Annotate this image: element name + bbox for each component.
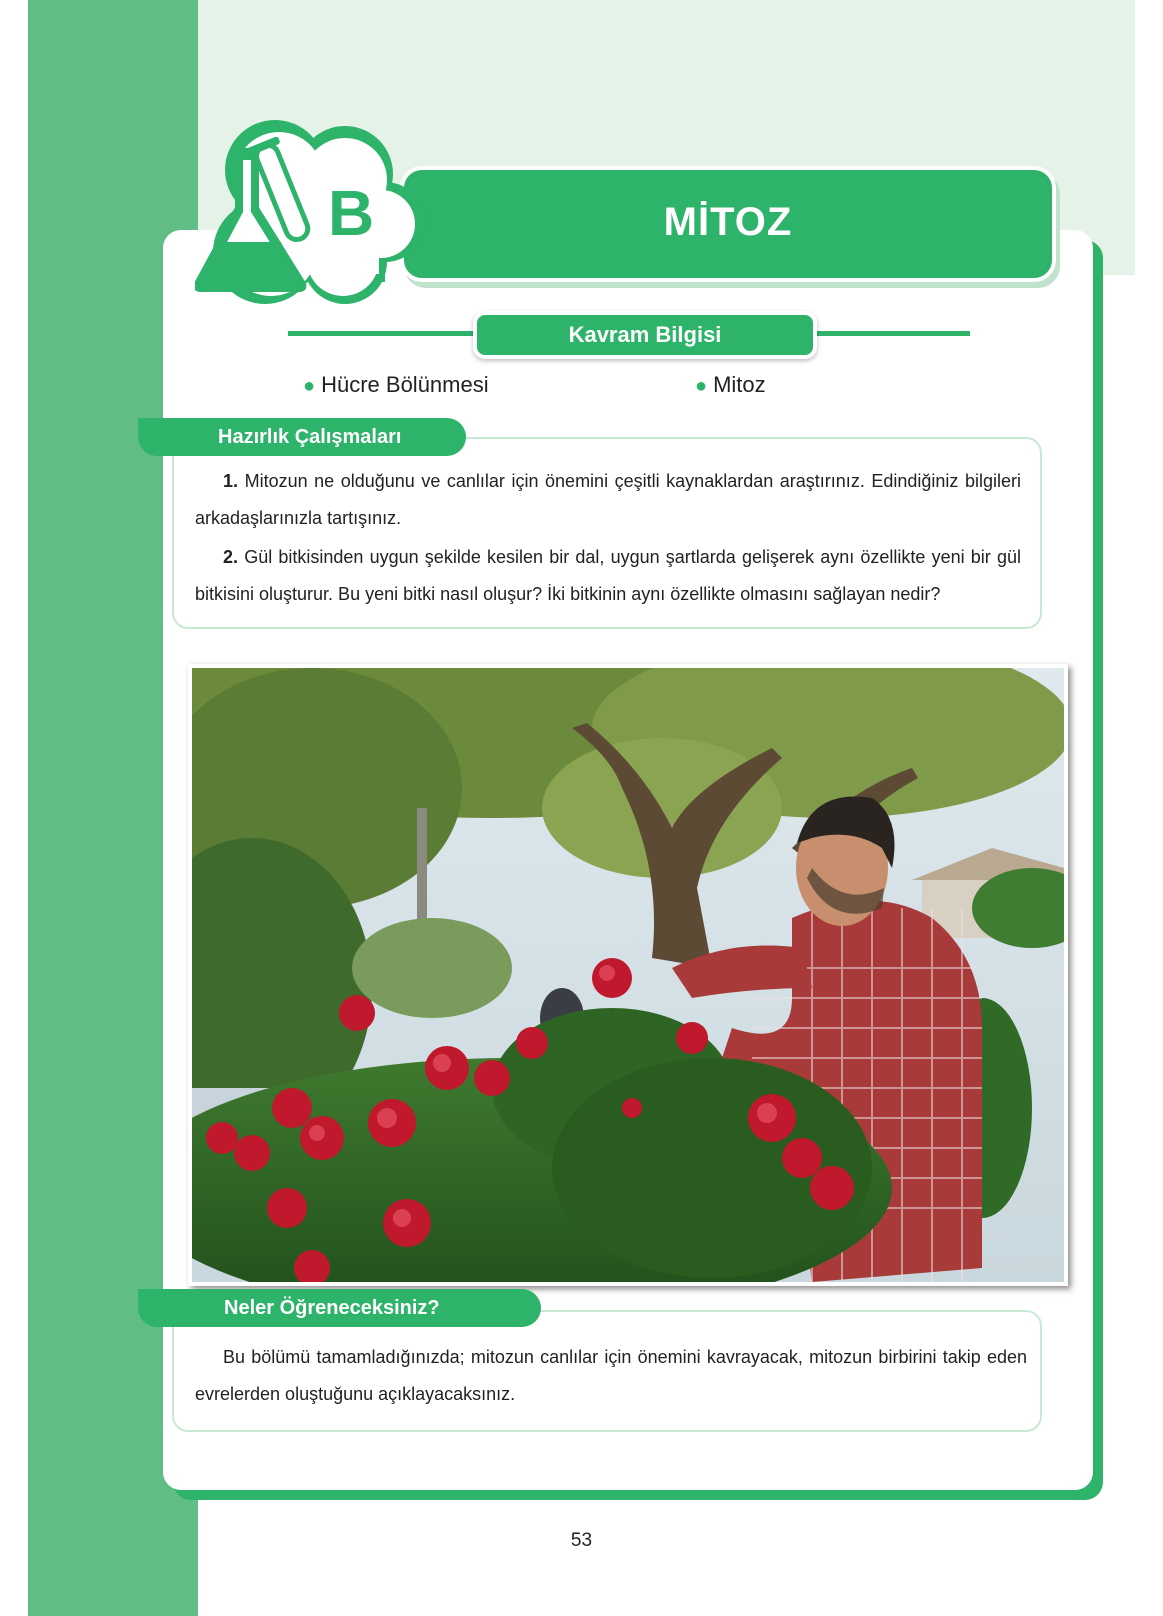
flask-icon bbox=[195, 112, 435, 312]
title-bar bbox=[400, 166, 1056, 282]
kavram-line-left bbox=[288, 331, 478, 336]
concept-item: ● Hücre Bölünmesi bbox=[303, 372, 489, 397]
photo-frame bbox=[188, 664, 1068, 1286]
bullet-icon: ● bbox=[695, 375, 708, 397]
hazirlik-item-1: 1. Mitozun ne olduğunu ve canlılar için önemini çeşitli kaynaklardan araştırınız. Edindiğiniz bilgileri arkadaşlarınızla tartışınız. bbox=[195, 471, 1021, 528]
hazirlik-title: Hazırlık Çalışmaları bbox=[138, 418, 466, 456]
bullet-icon: ● bbox=[303, 375, 316, 397]
gardener-pruning-roses-photo bbox=[192, 668, 1064, 1282]
section-letter: B bbox=[328, 177, 375, 249]
page-title: MİTOZ bbox=[663, 200, 793, 244]
hazirlik-item-2: 2. Gül bitkisinden uygun şekilde kesilen bir dal, uygun şartlarda gelişerek aynı özellikte yeni bir gül bitkisini oluşturur. Bu yeni bitki nasıl oluşur? İki bitkinin aynı özellikte olmasını sağlayan nedir? bbox=[195, 547, 1021, 604]
kavram-line-right bbox=[800, 331, 970, 336]
neler-title: Neler Öğreneceksiniz? bbox=[138, 1289, 541, 1327]
neler-text: Bu bölümü tamamladığınızda; mitozun canlılar için önemini kavrayacak, mitozun birbirini takip eden evrelerden oluştuğunu açıklayacaksınız. bbox=[195, 1347, 1027, 1404]
kavram-bilgisi-label: Kavram Bilgisi bbox=[473, 311, 817, 359]
page-number: 53 bbox=[570, 1530, 593, 1551]
concept-item: ● Mitoz bbox=[695, 372, 766, 397]
